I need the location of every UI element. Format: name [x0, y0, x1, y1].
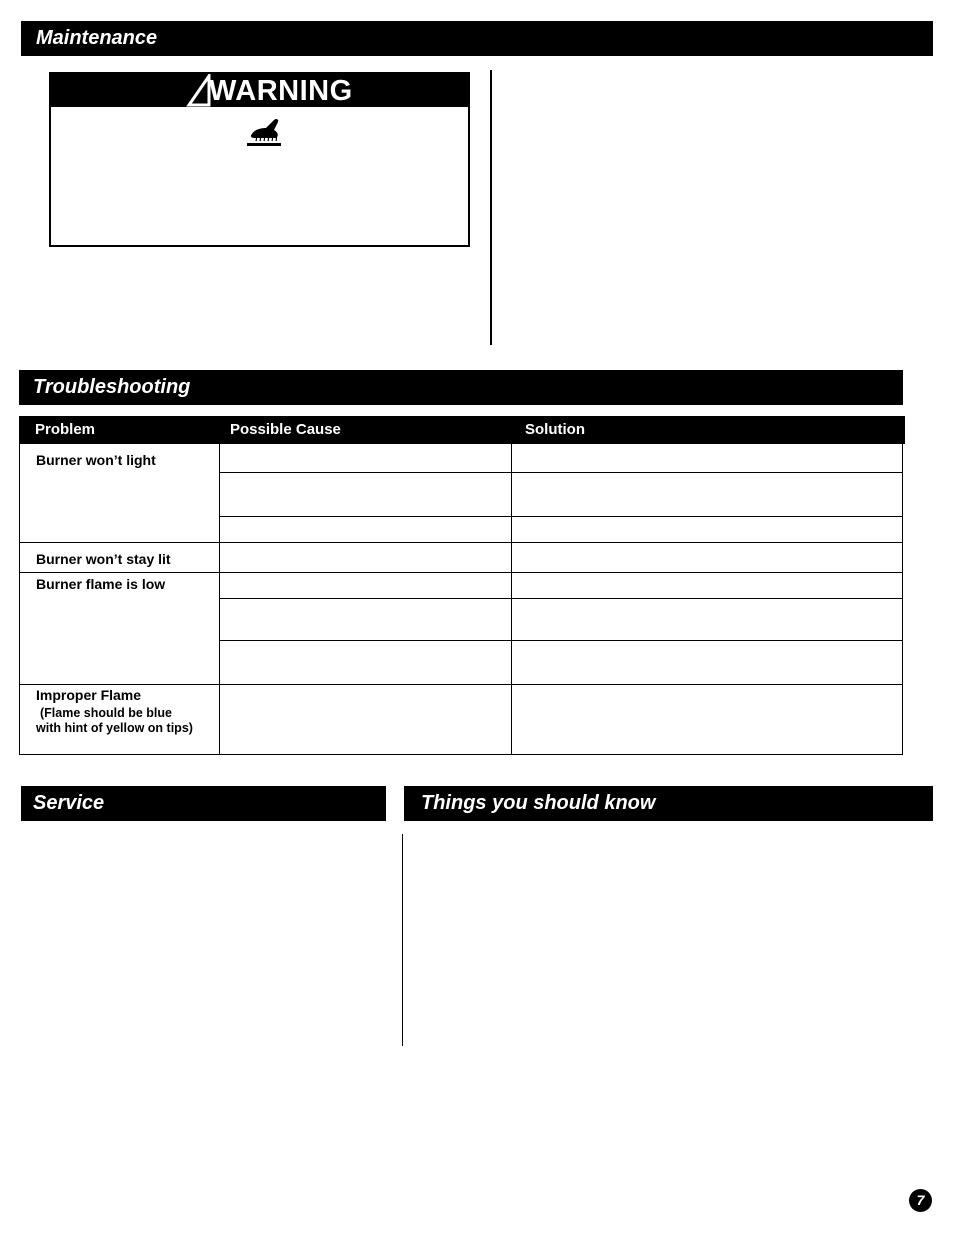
- row-divider: [20, 684, 903, 685]
- maintenance-header: [21, 21, 933, 56]
- maintenance-title: Maintenance: [36, 27, 158, 49]
- things-title: Things you should know: [421, 792, 656, 814]
- troubleshooting-header: [19, 370, 903, 405]
- warning-triangle-icon: [185, 74, 211, 107]
- row-divider: [219, 472, 903, 473]
- row-divider: [20, 542, 903, 543]
- problem-burner-wont-light: Burner won’t light: [36, 452, 156, 468]
- column-divider: [511, 444, 512, 755]
- maintenance-column-divider: [490, 70, 492, 345]
- service-header: [21, 786, 386, 821]
- warning-title: WARNING: [209, 75, 353, 107]
- hot-surface-hand-icon: [244, 110, 286, 152]
- header-possible-cause: Possible Cause: [230, 421, 341, 438]
- column-divider: [219, 444, 220, 755]
- improper-flame-note-line2: with hint of yellow on tips): [36, 721, 193, 735]
- improper-flame-note-line1: (Flame should be blue: [40, 706, 172, 720]
- row-divider: [20, 572, 903, 573]
- header-solution: Solution: [525, 421, 585, 438]
- warning-box: [49, 72, 470, 247]
- row-divider: [219, 598, 903, 599]
- problem-improper-flame: Improper Flame: [36, 687, 142, 703]
- row-divider: [219, 640, 903, 641]
- service-column-divider: [402, 834, 403, 1046]
- troubleshooting-table: [19, 416, 905, 755]
- things-header: [404, 786, 933, 821]
- table-body: [19, 444, 903, 755]
- problem-burner-flame-low: Burner flame is low: [36, 576, 166, 592]
- header-problem: Problem: [35, 421, 96, 438]
- page-number: 7: [909, 1189, 932, 1212]
- warning-header: [51, 74, 468, 107]
- row-divider: [219, 516, 903, 517]
- service-title: Service: [33, 792, 105, 814]
- troubleshooting-title: Troubleshooting: [33, 376, 191, 398]
- problem-burner-wont-stay-lit: Burner won’t stay lit: [36, 551, 171, 567]
- table-header-row: [19, 416, 905, 444]
